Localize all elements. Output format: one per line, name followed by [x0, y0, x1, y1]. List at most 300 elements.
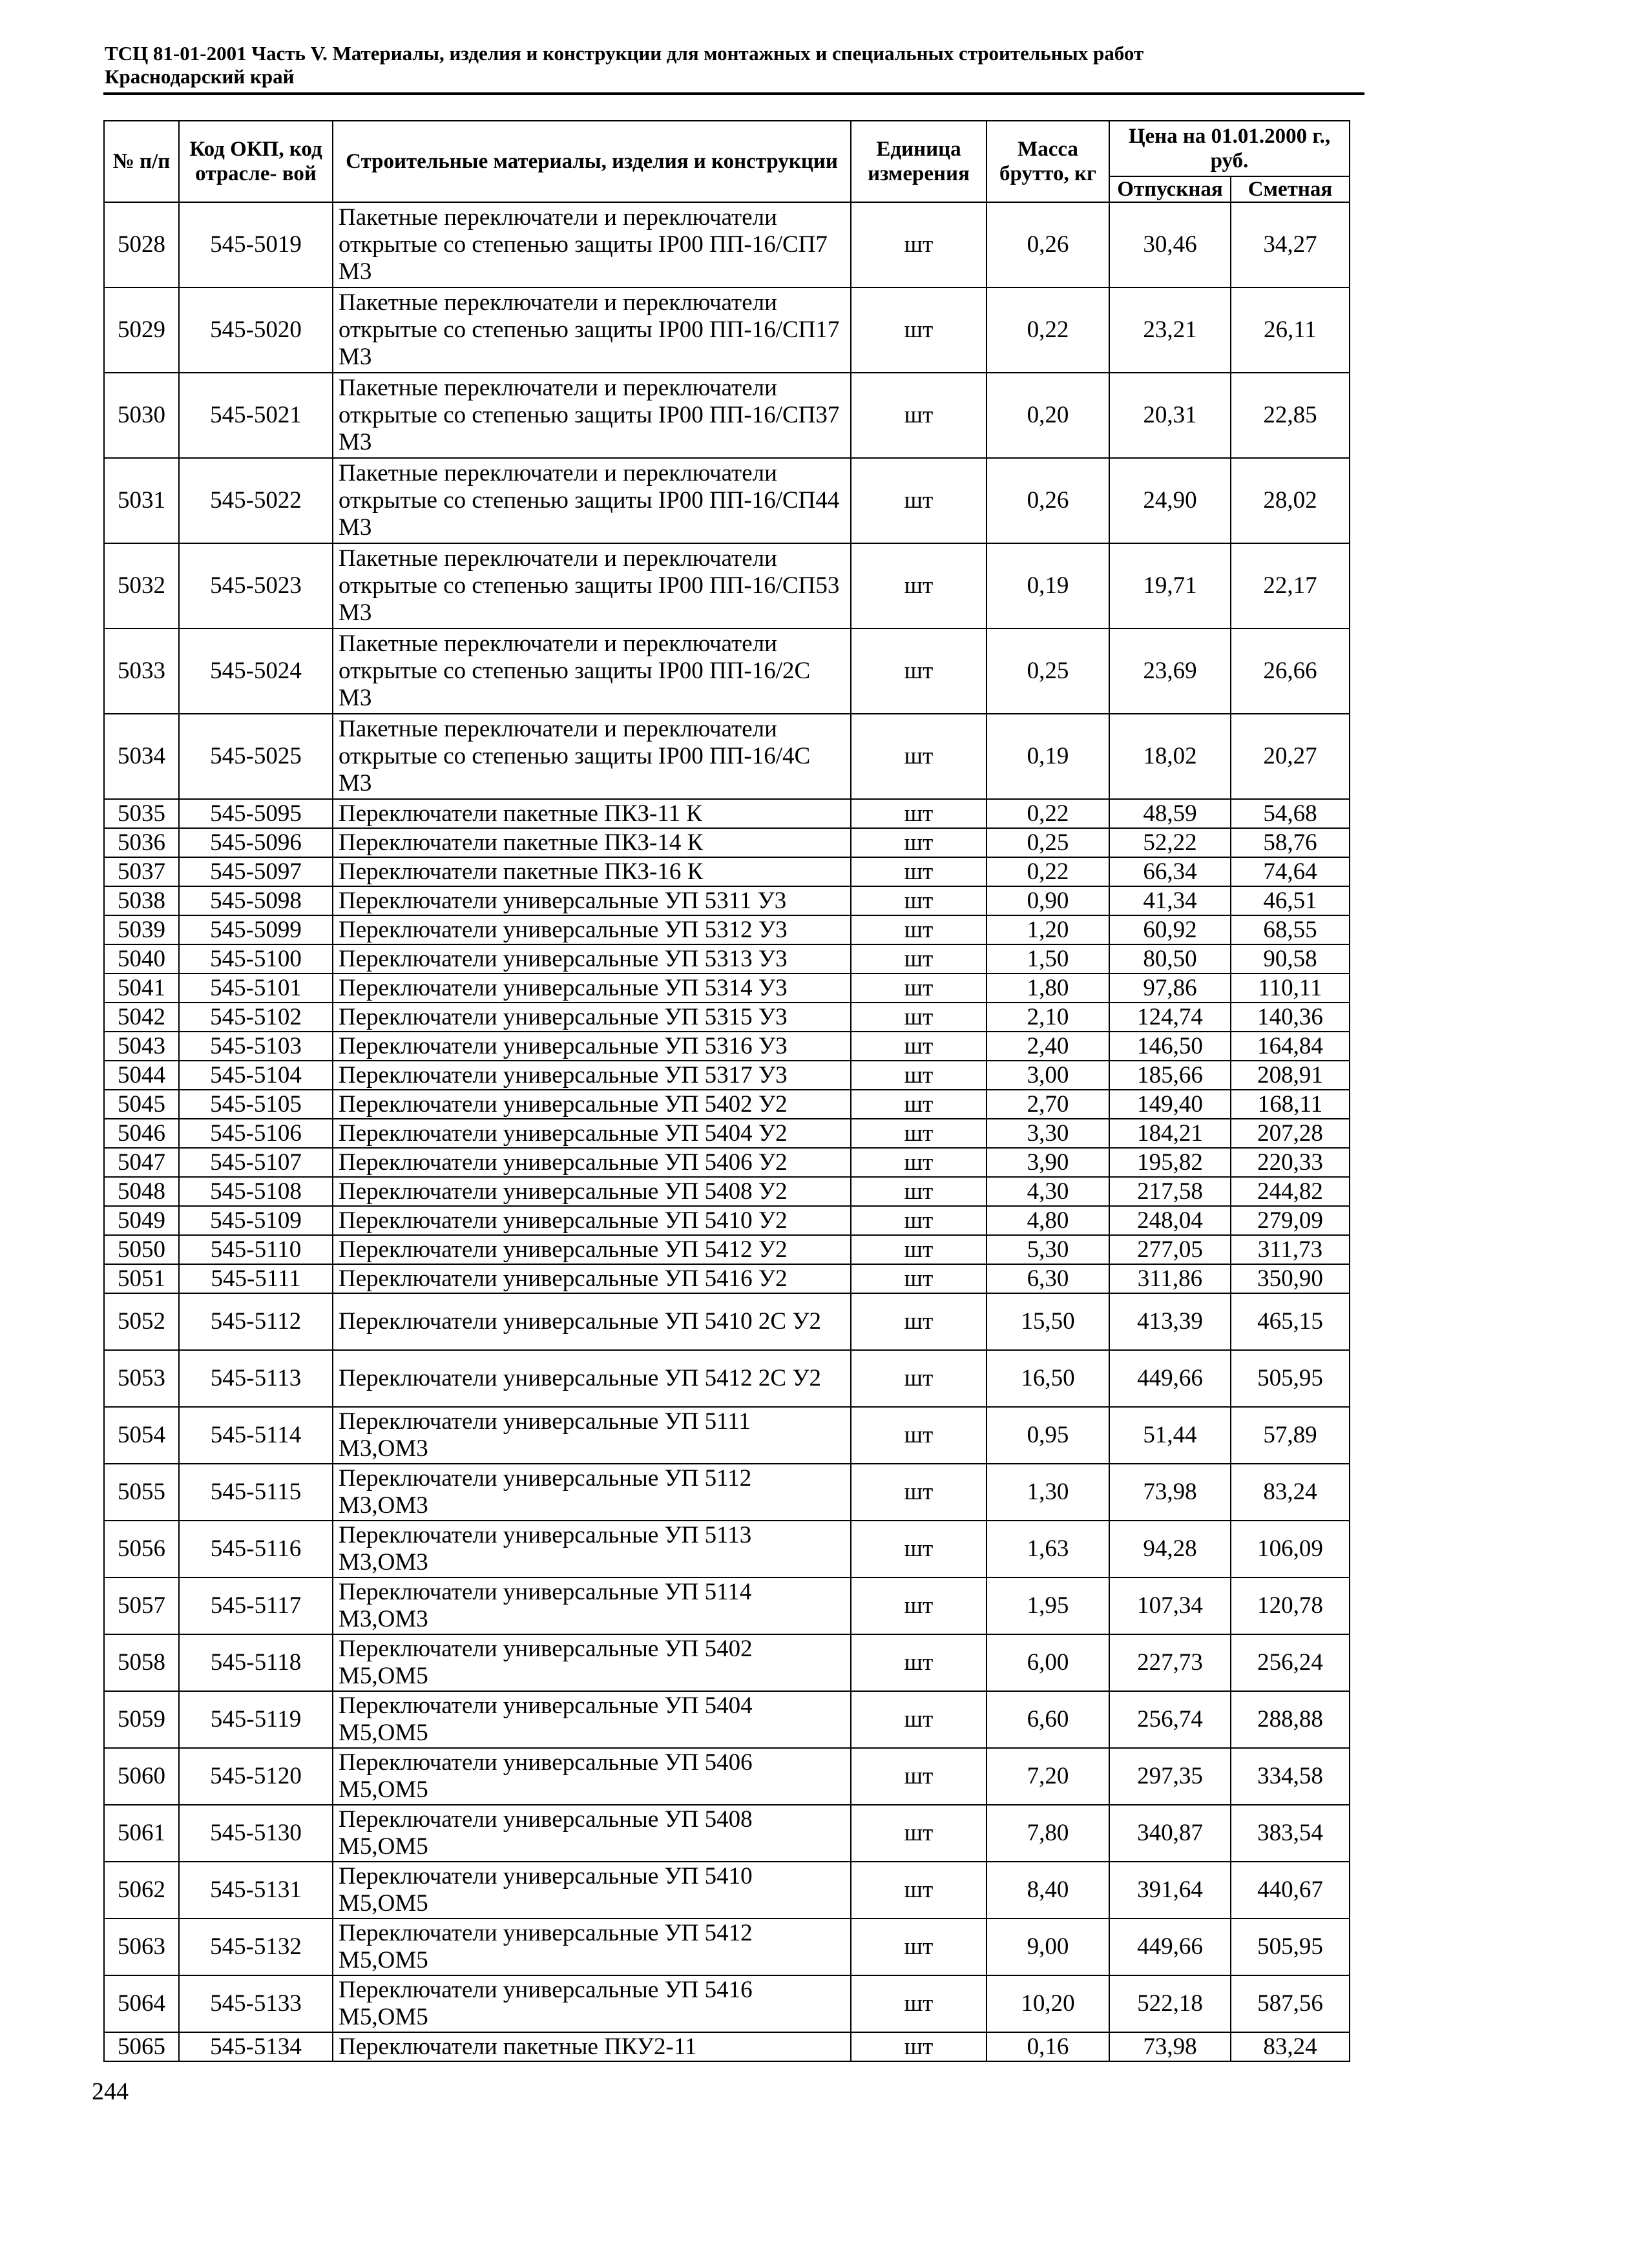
row-mass-cell: 0,16	[987, 2032, 1109, 2061]
row-number-cell: 5038	[104, 886, 179, 915]
row-price-estimate-cell: 164,84	[1231, 1032, 1350, 1061]
row-code-cell: 545-5117	[179, 1577, 333, 1634]
row-mass-cell: 1,95	[987, 1577, 1109, 1634]
row-number-cell: 5052	[104, 1293, 179, 1350]
row-code-cell: 545-5098	[179, 886, 333, 915]
row-mass-cell: 5,30	[987, 1235, 1109, 1264]
row-number-cell: 5051	[104, 1264, 179, 1293]
row-number-cell: 5055	[104, 1464, 179, 1521]
row-number-cell: 5061	[104, 1805, 179, 1862]
row-unit-cell: шт	[851, 1293, 987, 1350]
row-unit-cell: шт	[851, 2032, 987, 2061]
row-price-estimate-cell: 26,11	[1231, 287, 1350, 373]
row-price-release-cell: 256,74	[1109, 1691, 1231, 1748]
row-price-estimate-cell: 57,89	[1231, 1407, 1350, 1464]
row-price-release-cell: 73,98	[1109, 1464, 1231, 1521]
row-name-cell: Переключатели универсальные УП 5406 У2	[333, 1148, 851, 1177]
row-code-cell: 545-5111	[179, 1264, 333, 1293]
row-number-cell: 5034	[104, 714, 179, 799]
row-price-release-cell: 277,05	[1109, 1235, 1231, 1264]
row-code-cell: 545-5104	[179, 1061, 333, 1090]
row-name-cell: Пакетные переключатели и переключатели открытые со степенью защиты IP00 ПП-16/СП37 М3	[333, 373, 851, 458]
row-price-estimate-cell: 54,68	[1231, 799, 1350, 828]
row-code-cell: 545-5118	[179, 1634, 333, 1691]
row-code-cell: 545-5116	[179, 1521, 333, 1577]
row-mass-cell: 9,00	[987, 1919, 1109, 1975]
row-mass-cell: 0,22	[987, 799, 1109, 828]
row-price-release-cell: 217,58	[1109, 1177, 1231, 1206]
row-price-release-cell: 73,98	[1109, 2032, 1231, 2061]
row-number-cell: 5041	[104, 973, 179, 1003]
row-price-release-cell: 23,21	[1109, 287, 1231, 373]
row-price-estimate-cell: 207,28	[1231, 1119, 1350, 1148]
table-row	[104, 1862, 1350, 1919]
table-row	[104, 1148, 1350, 1177]
row-price-release-cell: 413,39	[1109, 1293, 1231, 1350]
row-number-cell: 5045	[104, 1090, 179, 1119]
row-code-cell: 545-5100	[179, 944, 333, 973]
row-price-release-cell: 97,86	[1109, 973, 1231, 1003]
row-name-cell: Переключатели универсальные УП 5404 М5,ОМ5	[333, 1691, 851, 1748]
row-number-cell: 5048	[104, 1177, 179, 1206]
row-code-cell: 545-5113	[179, 1350, 333, 1407]
row-number-cell: 5044	[104, 1061, 179, 1090]
row-number-cell: 5060	[104, 1748, 179, 1805]
table-row	[104, 973, 1350, 1003]
row-price-estimate-cell: 58,76	[1231, 828, 1350, 857]
row-price-estimate-cell: 465,15	[1231, 1293, 1350, 1350]
row-price-release-cell: 340,87	[1109, 1805, 1231, 1862]
row-unit-cell: шт	[851, 915, 987, 944]
row-number-cell: 5043	[104, 1032, 179, 1061]
row-mass-cell: 2,10	[987, 1003, 1109, 1032]
row-name-cell: Пакетные переключатели и переключатели открытые со степенью защиты IP00 ПП-16/СП53 М3	[333, 543, 851, 629]
row-unit-cell: шт	[851, 1061, 987, 1090]
row-price-release-cell: 23,69	[1109, 629, 1231, 714]
row-unit-cell: шт	[851, 1464, 987, 1521]
row-number-cell: 5042	[104, 1003, 179, 1032]
row-number-cell: 5033	[104, 629, 179, 714]
row-number-cell: 5062	[104, 1862, 179, 1919]
row-mass-cell: 0,95	[987, 1407, 1109, 1464]
row-price-estimate-cell: 26,66	[1231, 629, 1350, 714]
row-unit-cell: шт	[851, 714, 987, 799]
row-mass-cell: 1,63	[987, 1521, 1109, 1577]
row-number-cell: 5053	[104, 1350, 179, 1407]
row-mass-cell: 1,30	[987, 1464, 1109, 1521]
row-price-release-cell: 107,34	[1109, 1577, 1231, 1634]
table-row	[104, 1919, 1350, 1975]
row-code-cell: 545-5099	[179, 915, 333, 944]
header-divider	[103, 92, 1364, 95]
row-mass-cell: 2,70	[987, 1090, 1109, 1119]
row-mass-cell: 0,26	[987, 458, 1109, 543]
row-code-cell: 545-5115	[179, 1464, 333, 1521]
column-header-price-estimate: Сметная	[1231, 176, 1350, 202]
table-row	[104, 1003, 1350, 1032]
table-row	[104, 1032, 1350, 1061]
row-price-estimate-cell: 120,78	[1231, 1577, 1350, 1634]
row-mass-cell: 0,25	[987, 629, 1109, 714]
row-price-release-cell: 20,31	[1109, 373, 1231, 458]
row-price-release-cell: 311,86	[1109, 1264, 1231, 1293]
row-code-cell: 545-5132	[179, 1919, 333, 1975]
row-price-release-cell: 195,82	[1109, 1148, 1231, 1177]
row-name-cell: Переключатели универсальные УП 5313 У3	[333, 944, 851, 973]
row-number-cell: 5050	[104, 1235, 179, 1264]
row-mass-cell: 6,60	[987, 1691, 1109, 1748]
row-unit-cell: шт	[851, 1634, 987, 1691]
row-price-estimate-cell: 350,90	[1231, 1264, 1350, 1293]
row-number-cell: 5047	[104, 1148, 179, 1177]
row-unit-cell: шт	[851, 1206, 987, 1235]
row-price-estimate-cell: 244,82	[1231, 1177, 1350, 1206]
row-mass-cell: 8,40	[987, 1862, 1109, 1919]
row-mass-cell: 0,22	[987, 287, 1109, 373]
row-mass-cell: 16,50	[987, 1350, 1109, 1407]
row-price-estimate-cell: 505,95	[1231, 1919, 1350, 1975]
row-mass-cell: 4,80	[987, 1206, 1109, 1235]
row-mass-cell: 2,40	[987, 1032, 1109, 1061]
row-mass-cell: 1,20	[987, 915, 1109, 944]
row-price-estimate-cell: 168,11	[1231, 1090, 1350, 1119]
row-number-cell: 5037	[104, 857, 179, 886]
row-price-release-cell: 18,02	[1109, 714, 1231, 799]
row-mass-cell: 0,22	[987, 857, 1109, 886]
row-unit-cell: шт	[851, 1350, 987, 1407]
table-row	[104, 458, 1350, 543]
row-code-cell: 545-5131	[179, 1862, 333, 1919]
row-name-cell: Переключатели универсальные УП 5402 М5,ОМ5	[333, 1634, 851, 1691]
row-code-cell: 545-5134	[179, 2032, 333, 2061]
row-price-estimate-cell: 334,58	[1231, 1748, 1350, 1805]
row-price-estimate-cell: 110,11	[1231, 973, 1350, 1003]
row-name-cell: Переключатели универсальные УП 5315 У3	[333, 1003, 851, 1032]
table-header	[104, 121, 1350, 202]
row-number-cell: 5031	[104, 458, 179, 543]
row-name-cell: Переключатели универсальные УП 5311 У3	[333, 886, 851, 915]
row-price-estimate-cell: 220,33	[1231, 1148, 1350, 1177]
row-name-cell: Переключатели пакетные ПКЗ-11 К	[333, 799, 851, 828]
row-name-cell: Переключатели универсальные УП 5412 2С У2	[333, 1350, 851, 1407]
table-row	[104, 1090, 1350, 1119]
row-price-release-cell: 449,66	[1109, 1350, 1231, 1407]
row-mass-cell: 7,80	[987, 1805, 1109, 1862]
row-unit-cell: шт	[851, 1264, 987, 1293]
table-row	[104, 2032, 1350, 2061]
row-number-cell: 5065	[104, 2032, 179, 2061]
row-number-cell: 5032	[104, 543, 179, 629]
row-code-cell: 545-5097	[179, 857, 333, 886]
document-header-region: Краснодарский край	[105, 65, 295, 88]
table-row	[104, 1407, 1350, 1464]
table-row	[104, 1119, 1350, 1148]
row-unit-cell: шт	[851, 1975, 987, 2032]
row-price-estimate-cell: 90,58	[1231, 944, 1350, 973]
row-name-cell: Переключатели универсальные УП 5416 М5,ОМ5	[333, 1975, 851, 2032]
row-number-cell: 5056	[104, 1521, 179, 1577]
row-price-estimate-cell: 83,24	[1231, 1464, 1350, 1521]
row-name-cell: Переключатели пакетные ПКЗ-14 К	[333, 828, 851, 857]
row-price-release-cell: 19,71	[1109, 543, 1231, 629]
row-price-estimate-cell: 208,91	[1231, 1061, 1350, 1090]
row-number-cell: 5036	[104, 828, 179, 857]
row-price-release-cell: 80,50	[1109, 944, 1231, 973]
row-unit-cell: шт	[851, 1577, 987, 1634]
row-mass-cell: 1,50	[987, 944, 1109, 973]
row-unit-cell: шт	[851, 202, 987, 287]
column-header-num: № п/п	[104, 121, 179, 202]
row-price-release-cell: 94,28	[1109, 1521, 1231, 1577]
table-row	[104, 1061, 1350, 1090]
row-price-estimate-cell: 587,56	[1231, 1975, 1350, 2032]
table-row	[104, 799, 1350, 828]
row-name-cell: Переключатели универсальные УП 5111 М3,ОМ3	[333, 1407, 851, 1464]
row-unit-cell: шт	[851, 1691, 987, 1748]
row-name-cell: Переключатели универсальные УП 5113 М3,ОМ3	[333, 1521, 851, 1577]
row-name-cell: Переключатели универсальные УП 5112 М3,ОМ3	[333, 1464, 851, 1521]
table-row	[104, 629, 1350, 714]
row-unit-cell: шт	[851, 1748, 987, 1805]
row-price-estimate-cell: 22,17	[1231, 543, 1350, 629]
row-mass-cell: 3,90	[987, 1148, 1109, 1177]
row-number-cell: 5040	[104, 944, 179, 973]
row-number-cell: 5054	[104, 1407, 179, 1464]
row-name-cell: Переключатели пакетные ПКУ2-11	[333, 2032, 851, 2061]
table-row	[104, 886, 1350, 915]
row-unit-cell: шт	[851, 1032, 987, 1061]
row-price-release-cell: 391,64	[1109, 1862, 1231, 1919]
row-price-release-cell: 48,59	[1109, 799, 1231, 828]
row-code-cell: 545-5112	[179, 1293, 333, 1350]
row-price-release-cell: 51,44	[1109, 1407, 1231, 1464]
row-unit-cell: шт	[851, 543, 987, 629]
table-row	[104, 1634, 1350, 1691]
row-unit-cell: шт	[851, 1235, 987, 1264]
row-mass-cell: 6,00	[987, 1634, 1109, 1691]
row-price-release-cell: 297,35	[1109, 1748, 1231, 1805]
row-code-cell: 545-5096	[179, 828, 333, 857]
row-unit-cell: шт	[851, 1090, 987, 1119]
row-price-estimate-cell: 74,64	[1231, 857, 1350, 886]
row-unit-cell: шт	[851, 287, 987, 373]
row-code-cell: 545-5023	[179, 543, 333, 629]
row-name-cell: Переключатели универсальные УП 5410 2С У2	[333, 1293, 851, 1350]
row-price-release-cell: 30,46	[1109, 202, 1231, 287]
row-price-estimate-cell: 505,95	[1231, 1350, 1350, 1407]
row-mass-cell: 15,50	[987, 1293, 1109, 1350]
row-unit-cell: шт	[851, 1148, 987, 1177]
row-number-cell: 5028	[104, 202, 179, 287]
column-header-name: Строительные материалы, изделия и конструкции	[333, 121, 851, 202]
row-mass-cell: 0,90	[987, 886, 1109, 915]
row-code-cell: 545-5119	[179, 1691, 333, 1748]
table-row	[104, 828, 1350, 857]
row-name-cell: Переключатели универсальные УП 5317 У3	[333, 1061, 851, 1090]
row-mass-cell: 10,20	[987, 1975, 1109, 2032]
row-code-cell: 545-5108	[179, 1177, 333, 1206]
row-name-cell: Переключатели универсальные УП 5406 М5,ОМ5	[333, 1748, 851, 1805]
table-row	[104, 1464, 1350, 1521]
row-mass-cell: 0,25	[987, 828, 1109, 857]
table-row	[104, 1350, 1350, 1407]
row-price-release-cell: 184,21	[1109, 1119, 1231, 1148]
row-code-cell: 545-5107	[179, 1148, 333, 1177]
row-number-cell: 5035	[104, 799, 179, 828]
row-number-cell: 5030	[104, 373, 179, 458]
row-name-cell: Переключатели универсальные УП 5316 У3	[333, 1032, 851, 1061]
row-unit-cell: шт	[851, 886, 987, 915]
table-row	[104, 1206, 1350, 1235]
table-row	[104, 915, 1350, 944]
row-name-cell: Переключатели пакетные ПКЗ-16 К	[333, 857, 851, 886]
row-price-estimate-cell: 440,67	[1231, 1862, 1350, 1919]
row-name-cell: Переключатели универсальные УП 5404 У2	[333, 1119, 851, 1148]
column-header-code: Код ОКП, код отрасле- вой	[179, 121, 333, 202]
row-unit-cell: шт	[851, 828, 987, 857]
row-code-cell: 545-5106	[179, 1119, 333, 1148]
row-unit-cell: шт	[851, 857, 987, 886]
row-name-cell: Переключатели универсальные УП 5408 У2	[333, 1177, 851, 1206]
row-number-cell: 5046	[104, 1119, 179, 1148]
row-unit-cell: шт	[851, 1919, 987, 1975]
row-price-estimate-cell: 68,55	[1231, 915, 1350, 944]
row-name-cell: Пакетные переключатели и переключатели открытые со степенью защиты IP00 ПП-16/4С М3	[333, 714, 851, 799]
table-row	[104, 1748, 1350, 1805]
page-number: 244	[92, 2078, 129, 2105]
row-unit-cell: шт	[851, 458, 987, 543]
row-mass-cell: 0,19	[987, 714, 1109, 799]
table-row	[104, 714, 1350, 799]
row-name-cell: Переключатели универсальные УП 5412 У2	[333, 1235, 851, 1264]
row-price-release-cell: 41,34	[1109, 886, 1231, 915]
column-header-unit: Единица измерения	[851, 121, 987, 202]
row-unit-cell: шт	[851, 1407, 987, 1464]
row-price-estimate-cell: 28,02	[1231, 458, 1350, 543]
row-code-cell: 545-5130	[179, 1805, 333, 1862]
row-number-cell: 5049	[104, 1206, 179, 1235]
row-unit-cell: шт	[851, 944, 987, 973]
row-unit-cell: шт	[851, 799, 987, 828]
row-name-cell: Переключатели универсальные УП 5114 М3,ОМ3	[333, 1577, 851, 1634]
row-price-estimate-cell: 22,85	[1231, 373, 1350, 458]
row-price-release-cell: 449,66	[1109, 1919, 1231, 1975]
row-code-cell: 545-5133	[179, 1975, 333, 2032]
table-row	[104, 857, 1350, 886]
row-unit-cell: шт	[851, 1119, 987, 1148]
row-price-release-cell: 227,73	[1109, 1634, 1231, 1691]
table-row	[104, 944, 1350, 973]
row-mass-cell: 0,19	[987, 543, 1109, 629]
row-mass-cell: 0,20	[987, 373, 1109, 458]
row-code-cell: 545-5022	[179, 458, 333, 543]
column-header-mass: Масса брутто, кг	[987, 121, 1109, 202]
row-name-cell: Переключатели универсальные УП 5312 У3	[333, 915, 851, 944]
row-number-cell: 5057	[104, 1577, 179, 1634]
row-mass-cell: 0,26	[987, 202, 1109, 287]
table-row	[104, 1521, 1350, 1577]
row-code-cell: 545-5110	[179, 1235, 333, 1264]
row-code-cell: 545-5101	[179, 973, 333, 1003]
row-name-cell: Переключатели универсальные УП 5416 У2	[333, 1264, 851, 1293]
price-table	[103, 120, 1350, 2062]
row-price-release-cell: 24,90	[1109, 458, 1231, 543]
row-price-estimate-cell: 20,27	[1231, 714, 1350, 799]
row-price-release-cell: 124,74	[1109, 1003, 1231, 1032]
row-price-estimate-cell: 46,51	[1231, 886, 1350, 915]
row-price-release-cell: 60,92	[1109, 915, 1231, 944]
row-price-estimate-cell: 34,27	[1231, 202, 1350, 287]
row-code-cell: 545-5109	[179, 1206, 333, 1235]
row-price-release-cell: 52,22	[1109, 828, 1231, 857]
row-name-cell: Переключатели универсальные УП 5410 М5,ОМ5	[333, 1862, 851, 1919]
row-code-cell: 545-5103	[179, 1032, 333, 1061]
row-price-estimate-cell: 83,24	[1231, 2032, 1350, 2061]
row-code-cell: 545-5105	[179, 1090, 333, 1119]
table-row	[104, 373, 1350, 458]
table-row	[104, 1975, 1350, 2032]
table-row	[104, 1805, 1350, 1862]
row-code-cell: 545-5025	[179, 714, 333, 799]
table-row	[104, 1691, 1350, 1748]
table-row	[104, 1293, 1350, 1350]
row-code-cell: 545-5102	[179, 1003, 333, 1032]
row-price-release-cell: 149,40	[1109, 1090, 1231, 1119]
table-row	[104, 543, 1350, 629]
row-price-release-cell: 185,66	[1109, 1061, 1231, 1090]
row-price-estimate-cell: 288,88	[1231, 1691, 1350, 1748]
row-code-cell: 545-5120	[179, 1748, 333, 1805]
row-name-cell: Переключатели универсальные УП 5314 У3	[333, 973, 851, 1003]
row-price-estimate-cell: 256,24	[1231, 1634, 1350, 1691]
row-price-release-cell: 146,50	[1109, 1032, 1231, 1061]
row-name-cell: Пакетные переключатели и переключатели открытые со степенью защиты IP00 ПП-16/СП17 М3	[333, 287, 851, 373]
row-number-cell: 5064	[104, 1975, 179, 2032]
row-unit-cell: шт	[851, 1003, 987, 1032]
row-mass-cell: 4,30	[987, 1177, 1109, 1206]
table-row	[104, 1235, 1350, 1264]
row-number-cell: 5059	[104, 1691, 179, 1748]
table-row	[104, 1177, 1350, 1206]
row-number-cell: 5039	[104, 915, 179, 944]
column-header-price: Цена на 01.01.2000 г., руб.	[1109, 121, 1350, 176]
row-code-cell: 545-5114	[179, 1407, 333, 1464]
row-price-estimate-cell: 279,09	[1231, 1206, 1350, 1235]
row-unit-cell: шт	[851, 629, 987, 714]
row-code-cell: 545-5095	[179, 799, 333, 828]
table-row	[104, 1264, 1350, 1293]
row-name-cell: Пакетные переключатели и переключатели открытые со степенью защиты IP00 ПП-16/СП44 М3	[333, 458, 851, 543]
row-name-cell: Переключатели универсальные УП 5408 М5,ОМ5	[333, 1805, 851, 1862]
row-code-cell: 545-5024	[179, 629, 333, 714]
row-price-estimate-cell: 383,54	[1231, 1805, 1350, 1862]
table-row	[104, 202, 1350, 287]
row-name-cell: Пакетные переключатели и переключатели открытые со степенью защиты IP00 ПП-16/2С М3	[333, 629, 851, 714]
row-unit-cell: шт	[851, 1862, 987, 1919]
row-number-cell: 5058	[104, 1634, 179, 1691]
table-body	[104, 202, 1350, 2061]
row-mass-cell: 3,30	[987, 1119, 1109, 1148]
document-header-title: ТСЦ 81-01-2001 Часть V. Материалы, изделия и конструкции для монтажных и специальных строительных работ	[105, 42, 1144, 65]
row-name-cell: Переключатели универсальные УП 5402 У2	[333, 1090, 851, 1119]
row-unit-cell: шт	[851, 1521, 987, 1577]
row-unit-cell: шт	[851, 973, 987, 1003]
row-unit-cell: шт	[851, 1805, 987, 1862]
row-price-release-cell: 248,04	[1109, 1206, 1231, 1235]
row-name-cell: Пакетные переключатели и переключатели открытые со степенью защиты IP00 ПП-16/СП7 М3	[333, 202, 851, 287]
row-code-cell: 545-5019	[179, 202, 333, 287]
row-price-release-cell: 522,18	[1109, 1975, 1231, 2032]
